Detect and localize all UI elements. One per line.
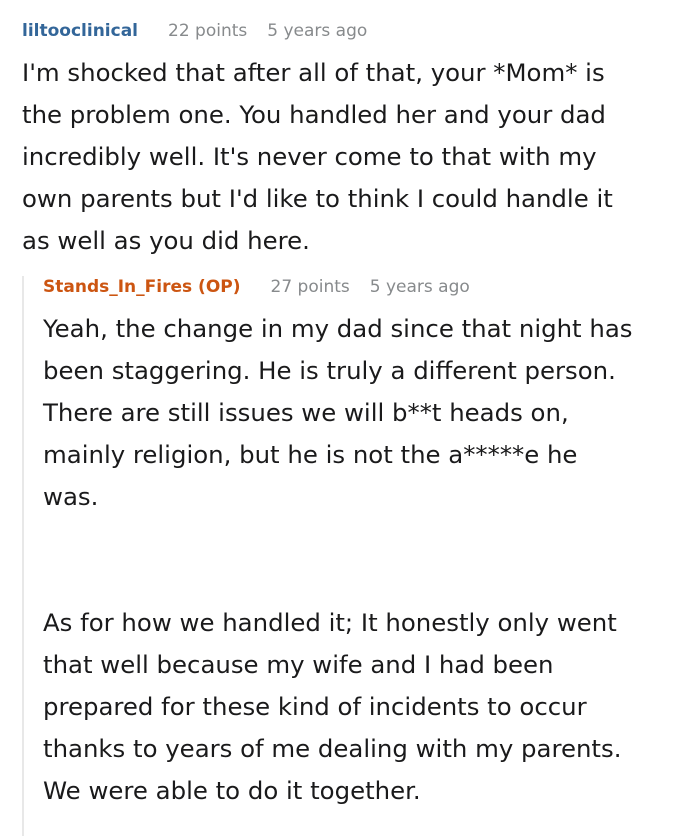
- comment-timestamp: 5 years ago: [267, 21, 368, 41]
- comment-body: [22, 52, 692, 262]
- comment-text-line: been staggering. He is truly a different person.: [43, 356, 616, 385]
- comment-author-link[interactable]: liltooclinical: [22, 21, 139, 41]
- comment-meta: [22, 18, 692, 44]
- comment-points: 27 points: [270, 277, 350, 297]
- comment-text-line: as well as you did here.: [22, 226, 310, 255]
- comment-author-link[interactable]: Stands_In_Fires (OP): [43, 277, 241, 297]
- comment-text-line: the problem one. You handled her and your dad: [22, 100, 606, 129]
- comment-points: 22 points: [168, 21, 248, 41]
- comment-text-line: mainly religion, but he is not the a*****e he: [43, 440, 578, 469]
- comment-body: [43, 308, 700, 812]
- comment-text-line: Yeah, the change in my dad since that night has: [43, 314, 633, 343]
- reply-comment: [22, 276, 700, 836]
- comment-text-line: I'm shocked that after all of that, your *Mom* is: [22, 58, 605, 87]
- comment-meta: [43, 274, 700, 300]
- comment-text-line: incredibly well. It's never come to that with my: [22, 142, 597, 171]
- comment-text-line: was.: [43, 482, 99, 511]
- comment-text-line: As for how we handled it; It honestly only went: [43, 608, 617, 637]
- comment: [22, 18, 692, 262]
- comment-text-line: own parents but I'd like to think I could handle it: [22, 184, 613, 213]
- comment-text-line: that well because my wife and I had been: [43, 650, 554, 679]
- comment-text-line: prepared for these kind of incidents to occur: [43, 692, 587, 721]
- paragraph-spacer: [43, 518, 700, 602]
- comment-text-line: We were able to do it together.: [43, 776, 421, 805]
- comment-text-line: There are still issues we will b**t heads on,: [43, 398, 569, 427]
- comment-timestamp: 5 years ago: [369, 277, 470, 297]
- comment-text-line: thanks to years of me dealing with my parents.: [43, 734, 622, 763]
